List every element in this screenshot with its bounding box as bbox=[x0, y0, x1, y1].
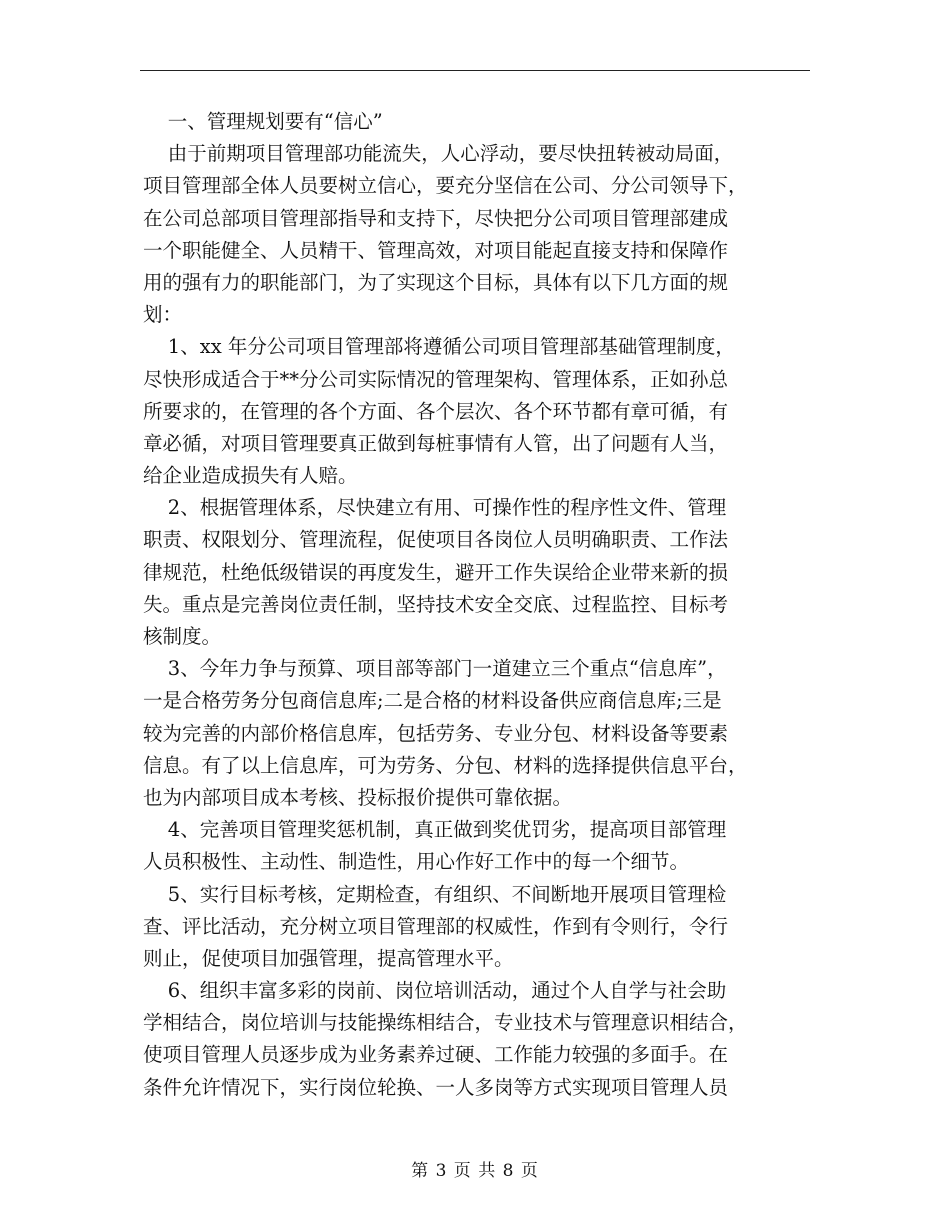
text-line: 也为内部项目成本考核、投标报价提供可靠依据。 bbox=[143, 785, 573, 809]
text-line: 人员积极性、主动性、制造性，用心作好工作中的每一个细节。 bbox=[143, 850, 690, 874]
text-line: 职责、权限划分、管理流程，促使项目各岗位人员明确职责、工作法 bbox=[143, 528, 729, 552]
text-line: 5、实行目标考核，定期检查，有组织、不间断地开展项目管理检 bbox=[143, 882, 727, 906]
text-line: 信息。有了以上信息库，可为劳务、分包、材料的选择提供信息平台， bbox=[143, 753, 748, 777]
text-line: 律规范，杜绝低级错误的再度发生，避开工作失误给企业带来新的损 bbox=[143, 560, 729, 584]
text-line: 给企业造成损失有人赔。 bbox=[143, 464, 358, 488]
text-line: 核制度。 bbox=[143, 625, 222, 648]
text-line: 2、根据管理体系，尽快建立有用、可操作性的程序性文件、管理 bbox=[143, 496, 727, 520]
text-line: 一个职能健全、人员精干、管理高效，对项目能起直接支持和保障作 bbox=[143, 238, 729, 262]
text-line: 所要求的，在管理的各个方面、各个层次、各个环节都有章可循，有 bbox=[143, 399, 729, 423]
text-line: 一、管理规划要有“信心” bbox=[143, 110, 383, 133]
text-line: 1、xx 年分公司项目管理部将遵循公司项目管理部基础管理制度， bbox=[143, 335, 735, 359]
text-line: 项目管理部全体人员要树立信心，要充分坚信在公司、分公司领导下， bbox=[143, 174, 748, 198]
page-number: 第 3 页 共 8 页 bbox=[411, 1161, 539, 1181]
document-body bbox=[143, 106, 815, 1104]
text-line: 章必循，对项目管理要真正做到每桩事情有人管，出了问题有人当， bbox=[143, 431, 729, 455]
text-line: 在公司总部项目管理部指导和支持下，尽快把分公司项目管理部建成 bbox=[143, 206, 729, 230]
text-line: 一是合格劳务分包商信息库;二是合格的材料设备供应商信息库;三是 bbox=[143, 689, 722, 713]
text-line: 由于前期项目管理部功能流失，人心浮动，要尽快扭转被动局面， bbox=[143, 142, 734, 166]
text-line: 使项目管理人员逐步成为业务素养过硬、工作能力较强的多面手。在 bbox=[143, 1043, 729, 1067]
text-line: 条件允许情况下，实行岗位轮换、一人多岗等方式实现项目管理人员 bbox=[143, 1075, 729, 1099]
text-line: 4、完善项目管理奖惩机制，真正做到奖优罚劣，提高项目部管理 bbox=[143, 818, 727, 842]
text-line: 则止，促使项目加强管理，提高管理水平。 bbox=[143, 946, 514, 970]
text-line: 6、组织丰富多彩的岗前、岗位培训活动，通过个人自学与社会助 bbox=[143, 979, 727, 1003]
text-line: 学相结合，岗位培训与技能操练相结合，专业技术与管理意识相结合， bbox=[143, 1011, 748, 1035]
text-line: 尽快形成适合于**分公司实际情况的管理架构、管理体系，正如孙总 bbox=[143, 367, 729, 391]
text-line: 用的强有力的职能部门，为了实现这个目标，具体有以下几方面的规 bbox=[143, 270, 729, 294]
text-line: 较为完善的内部价格信息库，包括劳务、专业分包、材料设备等要素 bbox=[143, 721, 729, 745]
text-line: 3、今年力争与预算、项目部等部门一道建立三个重点“信息库”， bbox=[143, 657, 727, 681]
header-rule bbox=[140, 70, 810, 71]
text-line: 划： bbox=[143, 303, 183, 327]
text-line: 失。重点是完善岗位责任制，坚持技术安全交底、过程监控、目标考 bbox=[143, 592, 729, 616]
text-line: 查、评比活动，充分树立项目管理部的权威性，作到有令则行，令行 bbox=[143, 914, 729, 938]
